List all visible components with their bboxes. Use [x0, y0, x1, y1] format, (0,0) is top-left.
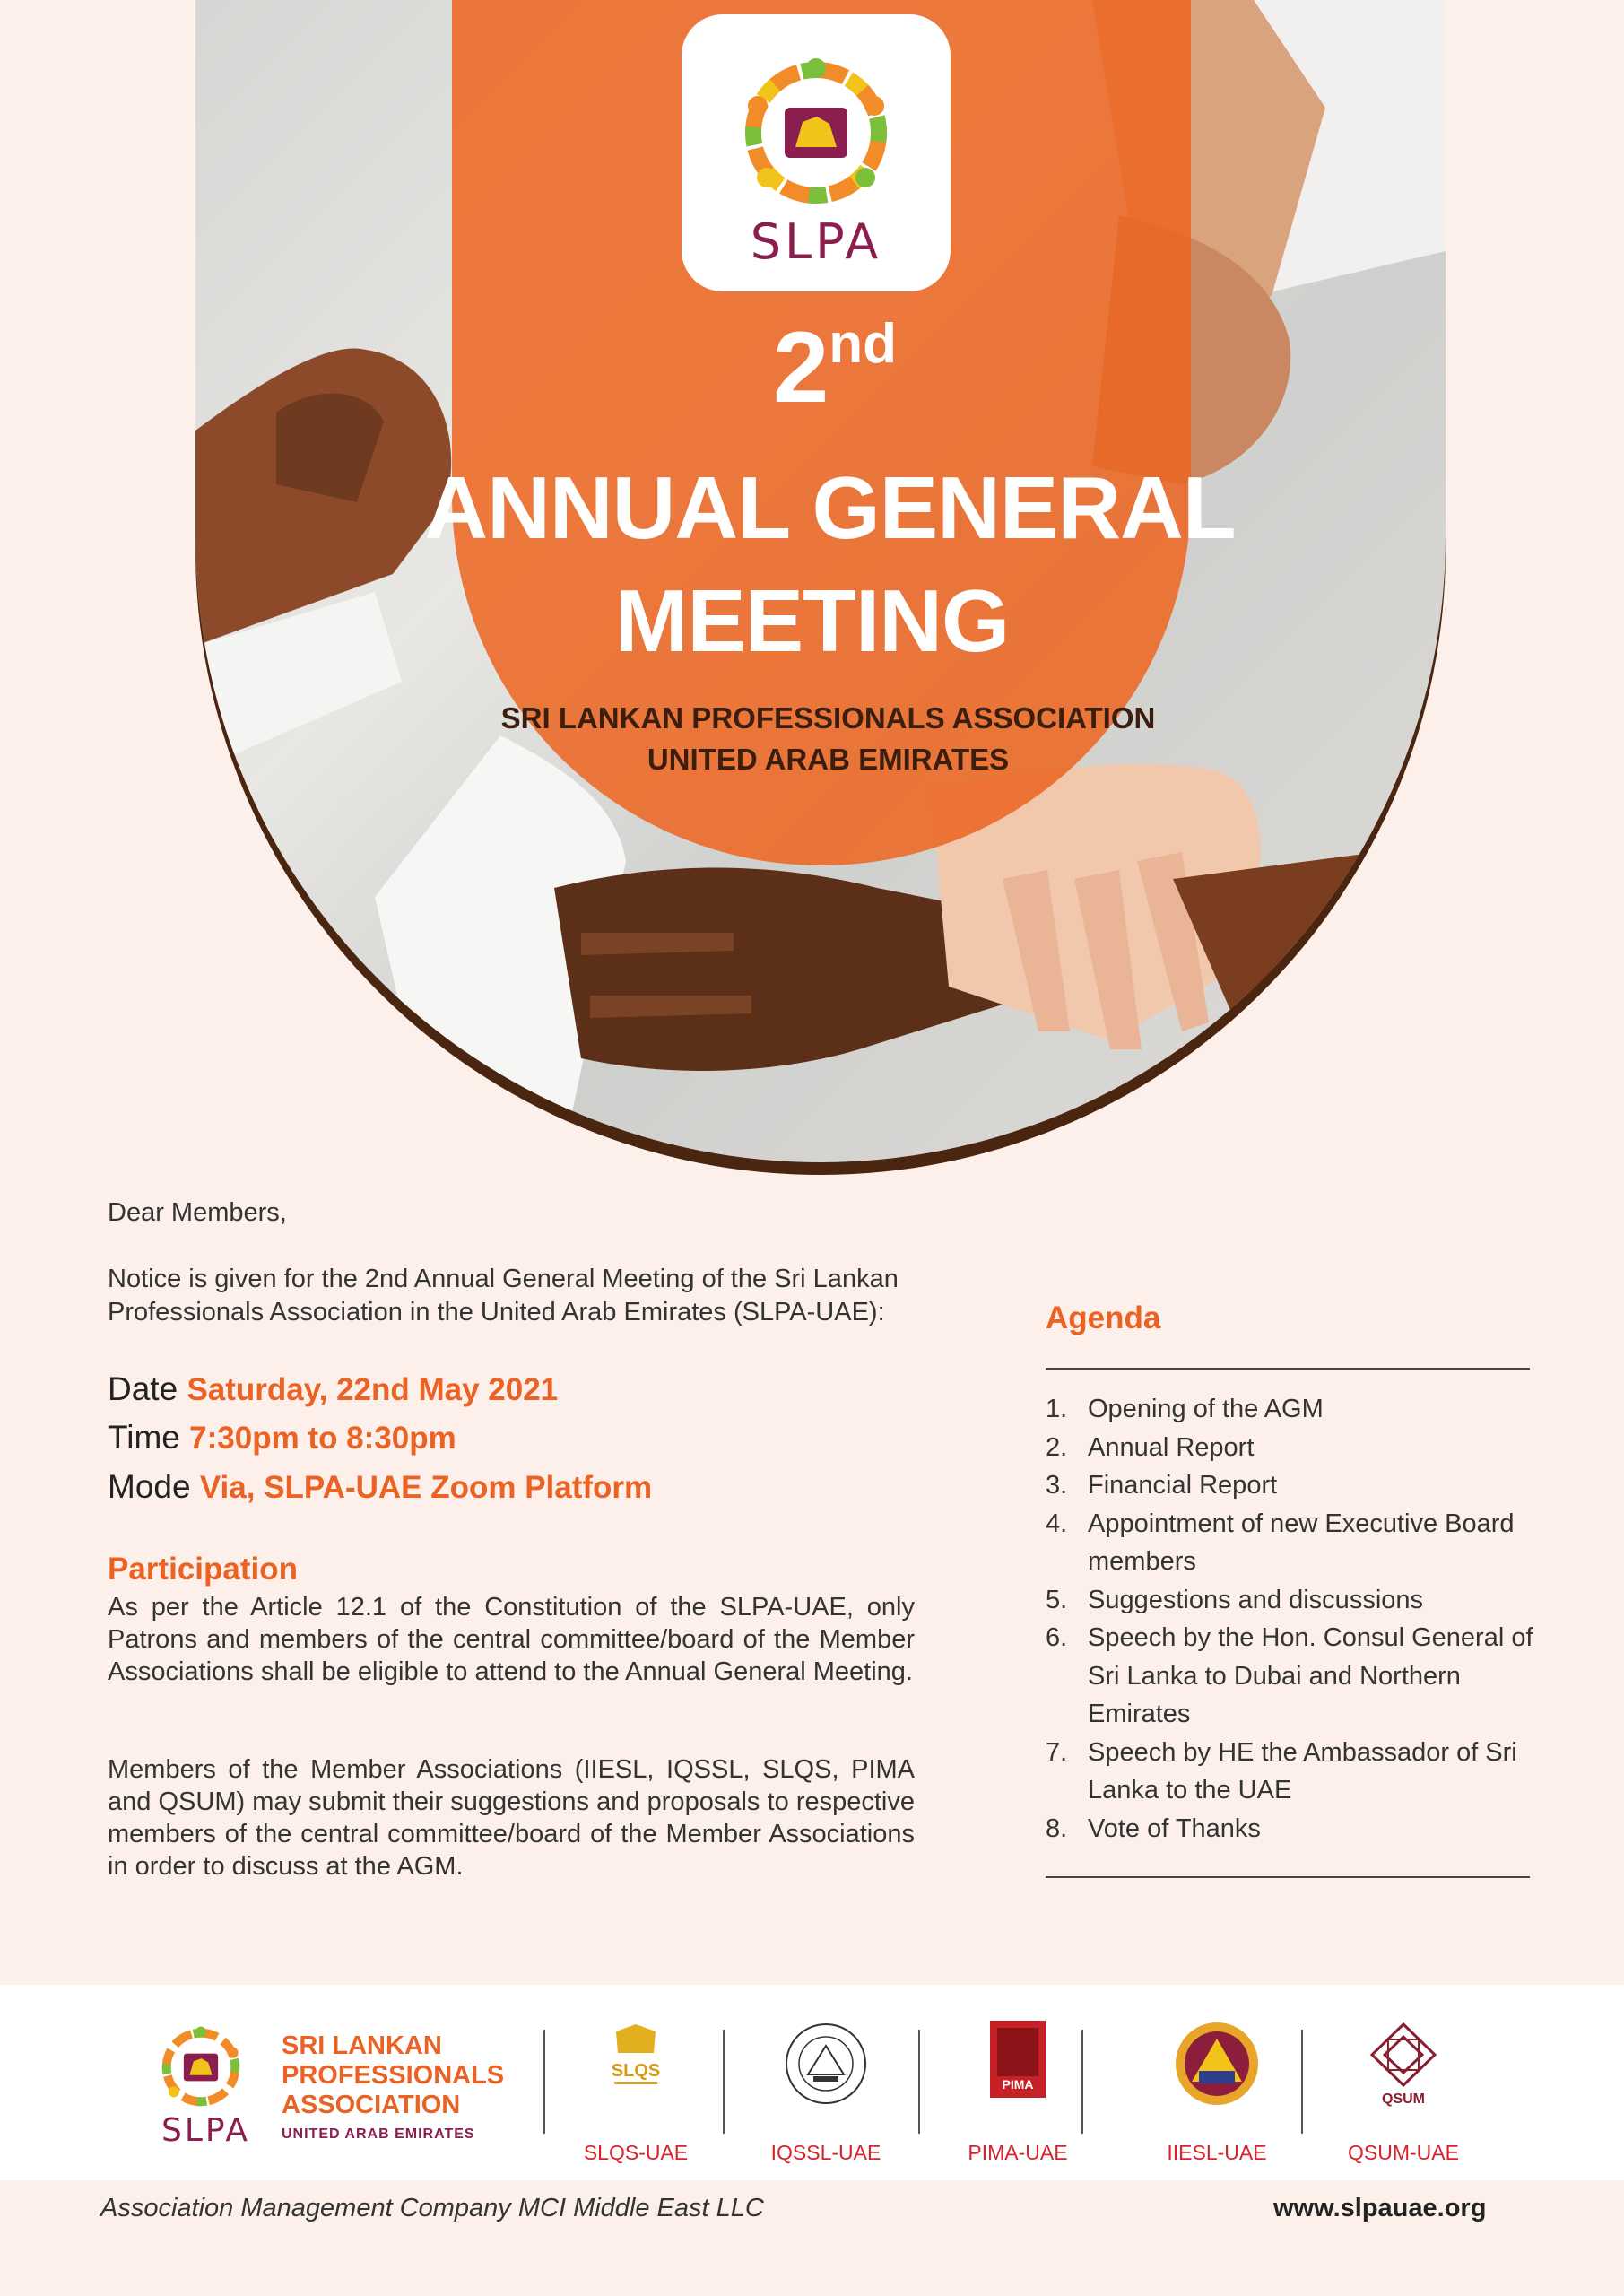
agenda-item-text: Suggestions and discussions — [1088, 1585, 1424, 1614]
member-iqssl — [741, 2019, 911, 2164]
participation-paragraph-2: Members of the Member Associations (IIESL, IQSSL, SLQS, PIMA and QSUM) may submit their suggestions and proposals to respective members of the central committee/board of the Member Associations in order to discuss at the AGM. — [108, 1755, 915, 1881]
strip-divider — [543, 2030, 545, 2134]
participation-paragraph-1: As per the Article 12.1 of the Constitution of the SLPA-UAE, only Patrons and members of the central committee/board of the Member Associations shall be eligible to attend to the Annual General Meeting. — [108, 1593, 915, 1686]
agenda-item — [1046, 1734, 1548, 1810]
agenda-item — [1046, 1505, 1548, 1581]
slpa-small-logo-icon — [154, 2022, 248, 2112]
org-name — [282, 2031, 504, 2120]
pima-logo-text: PIMA — [1002, 2077, 1034, 2092]
time-value: 7:30pm to 8:30pm — [189, 1421, 456, 1456]
agenda-divider-top — [1046, 1368, 1530, 1370]
strip-divider — [1301, 2030, 1303, 2134]
date-label: Date — [108, 1370, 178, 1407]
date-row — [108, 1370, 558, 1408]
agenda-item-text: Speech by the Hon. Consul General of Sri Lanka to Dubai and Northern Emirates — [1088, 1623, 1533, 1728]
participation-heading: Participation — [108, 1552, 298, 1587]
date-value: Saturday, 22nd May 2021 — [187, 1372, 559, 1407]
notice-text: Notice is given for the 2nd Annual General Meeting of the Sri Lankan Professionals Association in the United Arab Emirates (SLPA-UAE): — [108, 1265, 899, 1326]
agenda-item-text: Speech by HE the Ambassador of Sri Lanka to the UAE — [1088, 1737, 1517, 1805]
org-subtitle: UNITED ARAB EMIRATES — [282, 2126, 475, 2142]
mode-row — [108, 1468, 652, 1506]
page-title-line2: MEETING — [614, 571, 1010, 670]
member-logo-strip — [0, 1985, 1624, 2180]
member-label: IIESL-UAE — [1167, 2141, 1267, 2164]
ordinal-number: 2 — [773, 311, 829, 423]
time-row — [108, 1419, 456, 1457]
agenda-item — [1046, 1810, 1548, 1848]
slpa-mini-text: SLPA — [161, 2112, 250, 2149]
time-label: Time — [108, 1419, 180, 1456]
footer-company: Association Management Company MCI Middle East LLC — [100, 2194, 764, 2222]
ordinal-suffix: nd — [829, 313, 898, 375]
member-slqs — [551, 2019, 721, 2164]
iqssl-logo-icon — [781, 2019, 871, 2109]
slpa-logo-text: SLPA — [750, 213, 882, 270]
subtitle-line2: UNITED ARAB EMIRATES — [647, 743, 1010, 776]
mode-label: Mode — [108, 1468, 191, 1505]
mode-value: Via, SLPA-UAE Zoom Platform — [199, 1470, 653, 1505]
agenda-item-text: Annual Report — [1088, 1432, 1255, 1462]
strip-divider — [918, 2030, 920, 2134]
member-label: SLQS-UAE — [583, 2141, 689, 2164]
slpa-logo-tile — [682, 14, 951, 291]
strip-divider — [723, 2030, 725, 2134]
member-label: IQSSL-UAE — [770, 2141, 881, 2164]
agm-ordinal — [773, 311, 898, 423]
footer-website-link[interactable]: www.slpauae.org — [1273, 2194, 1487, 2222]
slpa-logo-icon — [731, 52, 901, 213]
agenda-item-number: 8. — [1046, 1813, 1068, 1843]
agenda-item-text: Financial Report — [1088, 1471, 1278, 1500]
pima-logo-icon — [988, 2019, 1047, 2100]
agenda-item-number: 7. — [1046, 1737, 1068, 1767]
slqs-logo-text: SLQS — [611, 2061, 661, 2081]
agenda-item — [1046, 1466, 1548, 1505]
org-name-line1: SRI LANKAN — [282, 2031, 442, 2060]
agenda-item — [1046, 1619, 1548, 1734]
agenda-item-number: 5. — [1046, 1585, 1068, 1614]
agenda-item-text: Opening of the AGM — [1088, 1395, 1324, 1423]
page-title-line1: ANNUAL GENERAL — [424, 458, 1236, 557]
member-qsum — [1318, 2019, 1489, 2164]
agenda-divider-bottom — [1046, 1876, 1530, 1878]
agenda-item-number: 2. — [1046, 1432, 1068, 1462]
greeting: Dear Members, — [108, 1198, 287, 1227]
member-label: QSUM-UAE — [1348, 2141, 1459, 2164]
agenda-heading: Agenda — [1046, 1300, 1161, 1335]
agenda-item-text: Appointment of new Executive Board members — [1088, 1509, 1515, 1576]
qsum-logo-text: QSUM — [1382, 2092, 1425, 2107]
qsum-logo-icon — [1363, 2019, 1444, 2109]
slqs-logo-icon — [600, 2019, 672, 2105]
org-name-line2: PROFESSIONALS — [282, 2061, 505, 2090]
member-label: PIMA-UAE — [968, 2141, 1068, 2164]
agenda-item-number: 4. — [1046, 1509, 1068, 1538]
iiesl-logo-icon — [1172, 2019, 1262, 2109]
agenda-item — [1046, 1581, 1548, 1620]
member-iiesl — [1132, 2019, 1302, 2164]
agenda-list — [1046, 1390, 1548, 1848]
agenda-item — [1046, 1429, 1548, 1467]
agenda-item-text: Vote of Thanks — [1088, 1813, 1261, 1843]
agenda-item — [1046, 1390, 1548, 1429]
agenda-item-number: 3. — [1046, 1471, 1068, 1500]
agenda-item-number: 1. — [1046, 1395, 1068, 1423]
agenda-item-number: 6. — [1046, 1623, 1068, 1652]
strip-divider — [1081, 2030, 1083, 2134]
subtitle-line1: SRI LANKAN PROFESSIONALS ASSOCIATION — [500, 701, 1156, 735]
org-name-line3: ASSOCIATION — [282, 2091, 461, 2119]
member-pima — [933, 2019, 1103, 2164]
